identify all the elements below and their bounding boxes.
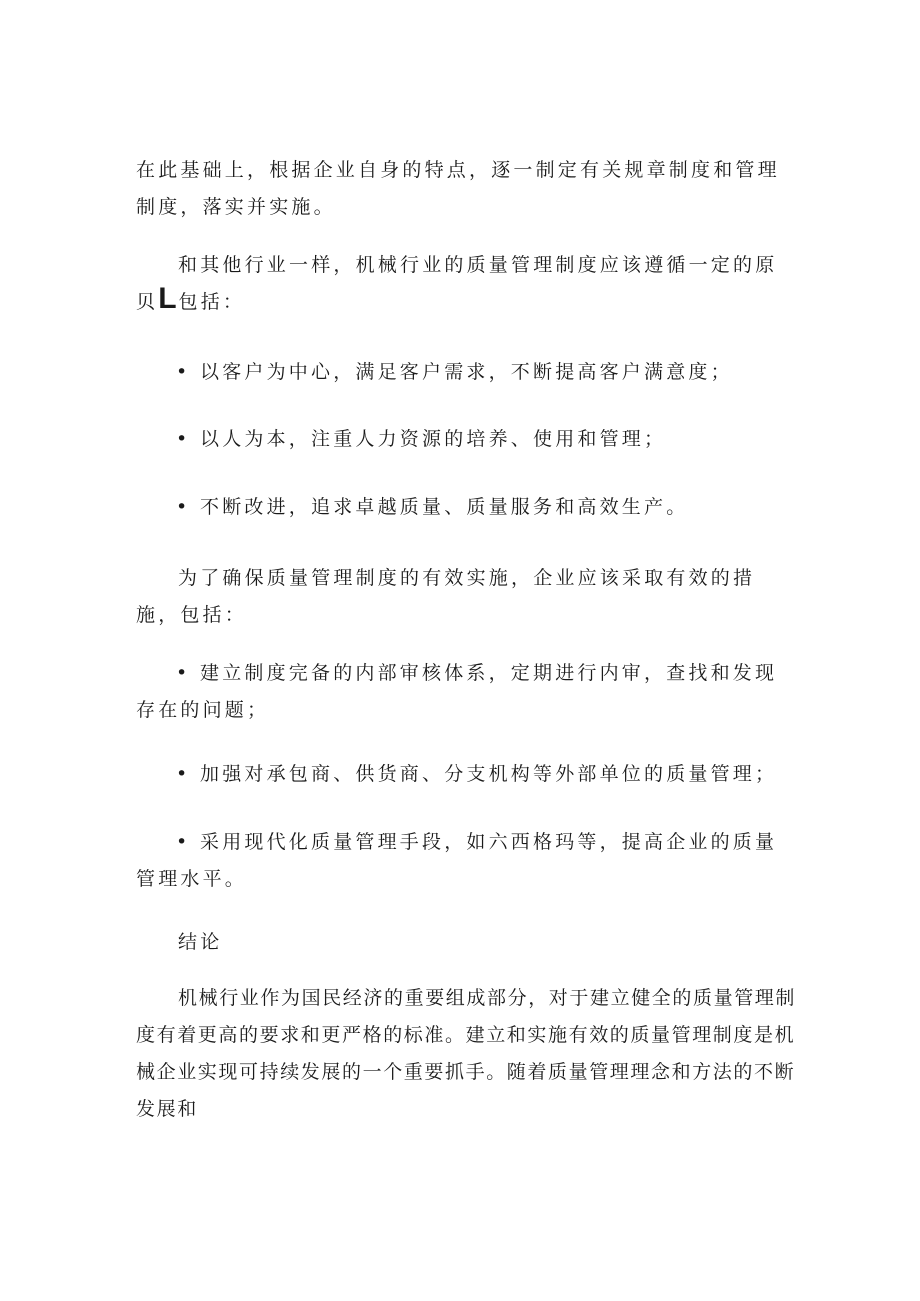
bullet-icon: • (176, 361, 188, 383)
list-item-principle-1 (136, 354, 796, 391)
paragraph-intro: 在此基础上，根据企业自身的特点，逐一制定有关规章制度和管理制度，落实并实施。 (136, 159, 780, 218)
list-item-text: 采用现代化质量管理手段，如六西格玛等，提高企业的质量管理水平。 (136, 831, 778, 890)
paragraph-conclusion: 机械行业作为国民经济的重要组成部分，对于建立健全的质量管理制度有着更高的要求和更严格的标准。建立和实施有效的质量管理制度是机械企业实现可持续发展的一个重要抓手。随着质量管理理念和方法的不断发展和 (136, 987, 797, 1120)
bullet-icon: • (176, 662, 188, 684)
bullet-icon: • (176, 428, 188, 450)
list-item-text: 不断改进，追求卓越质量、质量服务和高效生产。 (200, 496, 689, 518)
list-item-measure-1 (136, 655, 796, 729)
list-item-measure-3 (136, 824, 796, 898)
principles-lead-tail: 包括： (178, 291, 246, 313)
bullet-icon: • (176, 496, 188, 518)
principles-lead-text: 和其他行业一样，机械行业的质量管理制度应该遵循一定的原贝 (136, 254, 778, 313)
list-item-text: 加强对承包商、供货商、分支机构等外部单位的质量管理； (200, 763, 778, 785)
list-item-text: 以人为本，注重人力资源的培养、使用和管理； (200, 428, 667, 450)
ocr-artifact-mark: L (158, 282, 179, 315)
paragraph-measures-lead: 为了确保质量管理制度的有效实施，企业应该采取有效的措施，包括： (136, 567, 756, 626)
list-item-text: 建立制度完备的内部审核体系，定期进行内审，查找和发现存在的问题； (136, 662, 778, 721)
paragraph-principles-lead (136, 247, 796, 321)
list-item-text: 以客户为中心，满足客户需求，不断提高客户满意度； (200, 361, 733, 383)
bullet-icon: • (176, 831, 188, 853)
section-heading-conclusion: 结论 (178, 931, 223, 953)
list-item-principle-3 (136, 489, 796, 526)
list-item-measure-2 (136, 756, 796, 793)
list-item-principle-2 (136, 421, 796, 458)
bullet-icon: • (176, 763, 188, 785)
